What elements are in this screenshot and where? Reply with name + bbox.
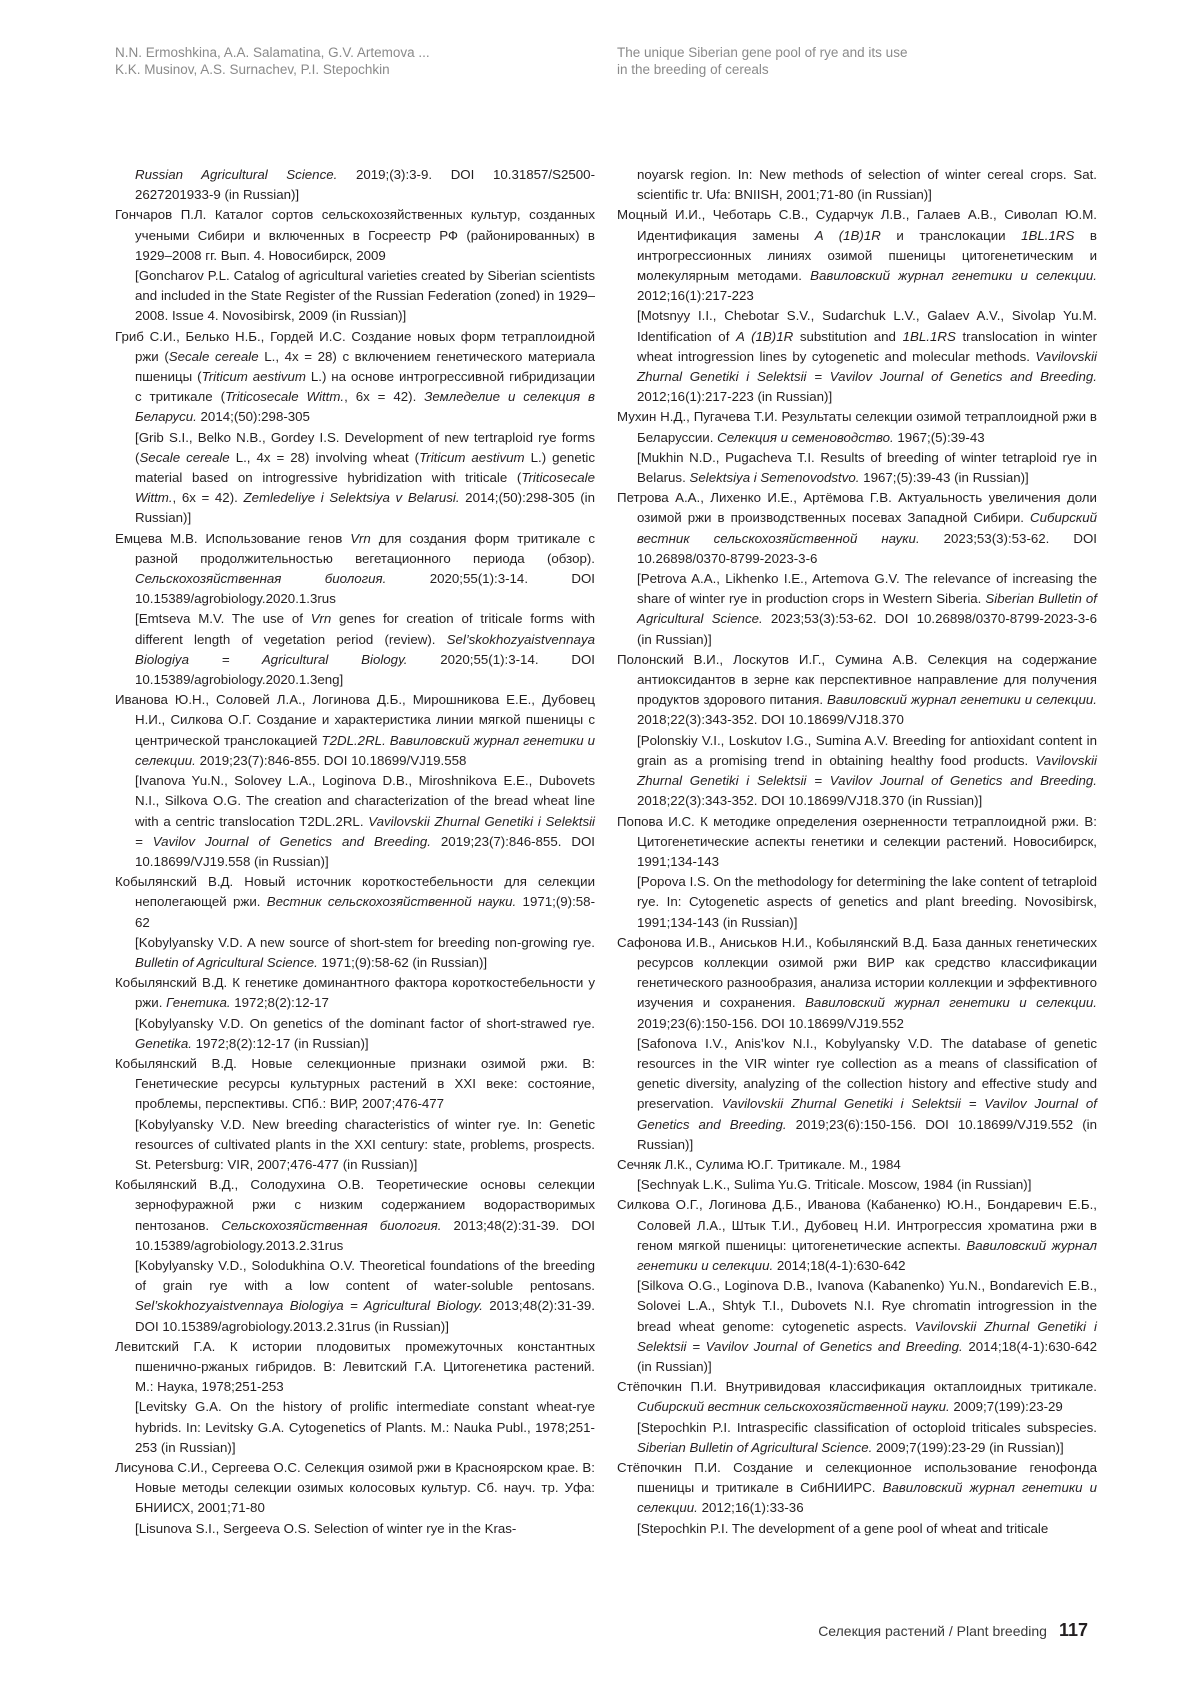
left-column [115,165,595,1539]
page-footer [818,1620,1088,1641]
reference-polonsky: Полонский В.И., Лоскутов И.Г., Сумина А.В. Селекция на содержание антиоксидантов в зерне как перспективное направление для получения продуктов здорового питания. Вавиловский журнал генетики и селекции. 2018;22(3):343-352. DOI 10.18699/VJ18.370 [Polonskiy V.I., Loskutov I.G., Sumina A.V. Breeding for antioxidant content in grain as a promising trend in obtaining healthy food products. Vavilovskii Zhurnal Genetiki i Selektsii = Vavilov Journal of Genetics and Breeding. 2018;22(3):343-352. DOI 10.18699/VJ18.370 (in Russian)] [617,651,1097,809]
authors-line: K.K. Musinov, A.S. Surnachev, P.I. Stepochkin [115,62,390,77]
reference-emtseva: Емцева М.В. Использование генов Vrn для создания форм тритикале с разной продолжительностью вегетационного периода (обзор). Сельскохозяйственная биология. 2020;55(1):3-14. DOI 10.15389/agrobiology.2020.1.3rus [Emtseva M.V. The use of Vrn genes for creation of triticale forms with different length of vegetation period (review). Sel’skokhozyaistvennaya Biologiya = Agricultural Biology. 2020;55(1):3-14. DOI 10.15389/agrobiology.2020.1.3eng] [115,530,595,688]
section-name: Селекция растений / Plant breeding [818,1623,1047,1639]
reference-continuation: Russian Agricultural Science. 2019;(3):3-9. DOI 10.31857/S2500-2627201933-9 (in Russian)] [135,167,595,203]
reference-levitsky: Левитский Г.А. К истории плодовитых промежуточных константных пшенично-ржаных гибридов. В: Левитский Г.А. Цитогенетика растений. М.: Наука, 1978;251-253 [Levitsky G.A. On the history of prolific intermediate constant wheat-rye hybrids. In: Levitsky G.A. Cytogenetics of Plants. M.: Nauka Publ., 1978;251-253 (in Russian)] [115,1338,595,1455]
page-number: 117 [1058,1620,1088,1640]
reference-silkova: Силкова О.Г., Логинова Д.Б., Иванова (Кабаненко) Ю.Н., Бондаревич Е.Б., Соловей Л.А., Штык Т.И., Дубовец Н.И. Интрогрессия хроматина ржи в геном мягкой пшеницы: цитогенетические аспекты. Вавиловский журнал генетики и селекции. 2014;18(4-1):630-642 [Silkova O.G., Loginova D.B., Ivanova (Kabanenko) Yu.N., Bondarevich E.B., Solovei L.A., Shtyk T.I., Dubovets N.I. Rye chromatin introgression in the bread wheat genome: cytogenetic aspects. Vavilovskii Zhurnal Genetiki i Selektsii = Vavilov Journal of Genetics and Breeding. 2014;18(4-1):630-642 (in Russian)] [617,1197,1097,1374]
reference-motsny: Моцный И.И., Чеботарь С.В., Сударчук Л.В., Галаев А.В., Сиволап Ю.М. Идентификация замены A (1B)1R и транслокации 1BL.1RS в интрогрессионных линиях озимой пшеницы цитогенетическим и молекулярным методами. Вавиловский журнал генетики и селекции. 2012;16(1):217-223 [Motsnyy I.I., Chebotar S.V., Sudarchuk L.V., Galaev A.V., Sivolap Yu.M. Identification of A (1B)1R substitution and 1BL.1RS translocation in winter wheat introgression lines by cytogenetic and molecular methods. Vavilovskii Zhurnal Genetiki i Selektsii = Vavilov Journal of Genetics and Breeding. 2012;16(1):217-223 (in Russian)] [617,207,1098,405]
title-line: The unique Siberian gene pool of rye and its use [617,45,908,60]
reference-kobylyansky-1971: Кобылянский В.Д. Новый источник короткостебельности для селекции неполегающей ржи. Вестник сельскохозяйственной науки. 1971;(9):58-62 [Kobylyansky V.D. A new source of short-stem for breeding non-growing rye. Bulletin of Agricultural Science. 1971;(9):58-62 (in Russian)] [115,874,595,970]
reference-kobylyansky-2007: Кобылянский В.Д. Новые селекционные признаки озимой ржи. В: Генетические ресурсы культурных растений в XXI веке: состояние, проблемы, перспективы. СПб.: ВИР, 2007;476-477 [Kobylyansky V.D. New breeding characteristics of winter rye. In: Genetic resources of cultivated plants in the XXI century: state, problems, prospects. St. Petersburg: VIR, 2007;476-477 (in Russian)] [115,1055,595,1172]
reference-kobylyansky-2013: Кобылянский В.Д., Солодухина О.В. Теоретические основы селекции зернофуражной ржи с низким содержанием водорастворимых пентозанов. Сельскохозяйственная биология. 2013;48(2):31-39. DOI 10.15389/agrobiology.2013.2.31rus [Kobylyansky V.D., Solodukhina O.V. Theoretical foundations of the breeding of grain rye with a low content of water-soluble pentosans. Sel’skokhozyaistvennaya Biologiya = Agricultural Biology. 2013;48(2):31-39. DOI 10.15389/agrobiology.2013.2.31rus (in Russian)] [115,1177,596,1334]
reference-stepochkin-2012: Стёпочкин П.И. Создание и селекционное использование генофонда пшеницы и тритикале в СибНИИРС. Вавиловский журнал генетики и селекции. 2012;16(1):33-36 [Stepochkin P.I. The development of a gene pool of wheat and triticale [617,1460,1097,1536]
reference-goncharov: Гончаров П.Л. Каталог сортов сельскохозяйственных культур, созданных учеными Сибири и включенных в Госреестр РФ (районированных) в 1929–2008 гг. Вып. 4. Новосибирск, 2009 [Goncharov P.L. Catalog of agricultural varieties created by Siberian scientists and included in the State Register of the Russian Federation (zoned) in 1929–2008. Issue 4. Novosibirsk, 2009 (in Russian)] [115,207,595,324]
reference-lisunova: Лисунова С.И., Сергеева О.С. Селекция озимой ржи в Красноярском крае. В: Новые методы селекции озимых колосовых культур. Сб. науч. тр. Уфа: БНИИСХ, 2001;71-80 [Lisunova S.I., Sergeeva O.S. Selection of winter rye in the Kras- [115,1460,595,1536]
title-line: in the breeding of cereals [617,62,769,77]
reference-sechnyak: Сечняк Л.К., Сулима Ю.Г. Тритикале. М., 1984 [Sechnyak L.K., Sulima Yu.G. Triticale. Moscow, 1984 (in Russian)] [617,1156,1032,1193]
running-head-title [617,44,1057,78]
running-head-authors [115,44,545,78]
reference-continuation: noyarsk region. In: New methods of selection of winter cereal crops. Sat. scientific tr. Ufa: BNIISH, 2001;71-80 (in Russian)] [637,167,1097,203]
reference-popova: Попова И.С. К методике определения озерненности тетраплоидной ржи. В: Цитогенетические аспекты генетики и селекции растений. Новосибирск, 1991;134-143 [Popova I.S. On the methodology for determining the lake content of tetraploid rye. In: Cytogenetic aspects of genetics and plant breeding. Novosibirsk, 1991;134-143 (in Russian)] [617,813,1097,930]
reference-ivanova: Иванова Ю.Н., Соловей Л.А., Логинова Д.Б., Мирошникова Е.Е., Дубовец Н.И., Силкова О.Г. Создание и характеристика линии мягкой пшеницы с центрической транслокацией T2DL.2RL. Вавиловский журнал генетики и селекции. 2019;23(7):846-855. DOI 10.18699/VJ19.558 [Ivanova Yu.N., Solovey L.A., Loginova D.B., Miroshnikova E.E., Dubovets N.I., Silkova O.G. The creation and characterization of the bread wheat line with a centric translocation T2DL.2RL. Vavilovskii Zhurnal Genetiki i Selektsii = Vavilov Journal of Genetics and Breeding. 2019;23(7):846-855. DOI 10.18699/VJ19.558 (in Russian)] [115,692,596,869]
reference-petrova: Петрова А.А., Лихенко И.Е., Артёмова Г.В. Актуальность увеличения доли озимой ржи в производственных посевах Западной Сибири. Сибирский вестник сельскохозяйственной науки. 2023;53(3):53-62. DOI 10.26898/0370-8799-2023-3-6 [Petrova A.A., Likhenko I.E., Artemova G.V. The relevance of increasing the share of winter rye in production crops in Western Siberia. Siberian Bulletin of Agricultural Science. 2023;53(3):53-62. DOI 10.26898/0370-8799-2023-3-6 (in Russian)] [617,490,1097,647]
authors-line: N.N. Ermoshkina, A.A. Salamatina, G.V. Artemova ... [115,45,430,60]
right-column [617,165,1097,1539]
reference-kobylyansky-1972: Кобылянский В.Д. К генетике доминантного фактора короткостебельности у ржи. Генетика. 1972;8(2):12-17 [Kobylyansky V.D. On genetics of the dominant factor of short-strawed rye. Genetika. 1972;8(2):12-17 (in Russian)] [115,975,595,1051]
reference-mukhin: Мухин Н.Д., Пугачева Т.И. Результаты селекции озимой тетраплоидной ржи в Беларуссии. Селекция и семеноводство. 1967;(5):39-43 [Mukhin N.D., Pugacheva T.I. Results of breeding of winter tetraploid rye in Belarus. Selektsiya i Semenovodstvo. 1967;(5):39-43 (in Russian)] [617,409,1097,486]
reference-safonova: Сафонова И.В., Аниськов Н.И., Кобылянский В.Д. База данных генетических ресурсов коллекции озимой ржи ВИР как средство классификации генетического разнообразия, анализа истории коллекции и эффективного изучения и сохранения. Вавиловский журнал генетики и селекции. 2019;23(6):150-156. DOI 10.18699/VJ19.552 [Safonova I.V., Anis’kov N.I., Kobylyansky V.D. The database of genetic resources in the VIR winter rye collection as a means of classification of genetic diversity, analyzing of the collection history and effective study and preservation. Vavilovskii Zhurnal Genetiki i Selektsii = Vavilov Journal of Genetics and Breeding. 2019;23(6):150-156. DOI 10.18699/VJ19.552 (in Russian)] [617,934,1098,1152]
reference-stepochkin-2009: Стёпочкин П.И. Внутривидовая классификация октаплоидных тритикале. Сибирский вестник сельскохозяйственной науки. 2009;7(199):23-29 [Stepochkin P.I. Intraspecific classification of octoploid triticales subspecies. Siberian Bulletin of Agricultural Science. 2009;7(199):23-29 (in Russian)] [617,1379,1097,1455]
reference-grib: Гриб С.И., Белько Н.Б., Гордей И.С. Создание новых форм тетраплоидной ржи (Secale cereale L., 4x = 28) с включением генетического материала пшеницы (Triticum aestivum L.) на основе интрогрессивной гибридизации с тритикале (Triticosecale Wittm., 6x = 42). Земледелие и селекция в Беларуси. 2014;(50):298-305 [Grib S.I., Belko N.B., Gordey I.S. Development of new tertraploid rye forms (Secale cereale L., 4x = 28) involving wheat (Triticum aestivum L.) genetic material based on introgressive hybridization with triticale (Triticosecale Wittm., 6x = 42). Zemledeliye i Selektsiya v Belarusi. 2014;(50):298-305 (in Russian)] [115,328,596,526]
